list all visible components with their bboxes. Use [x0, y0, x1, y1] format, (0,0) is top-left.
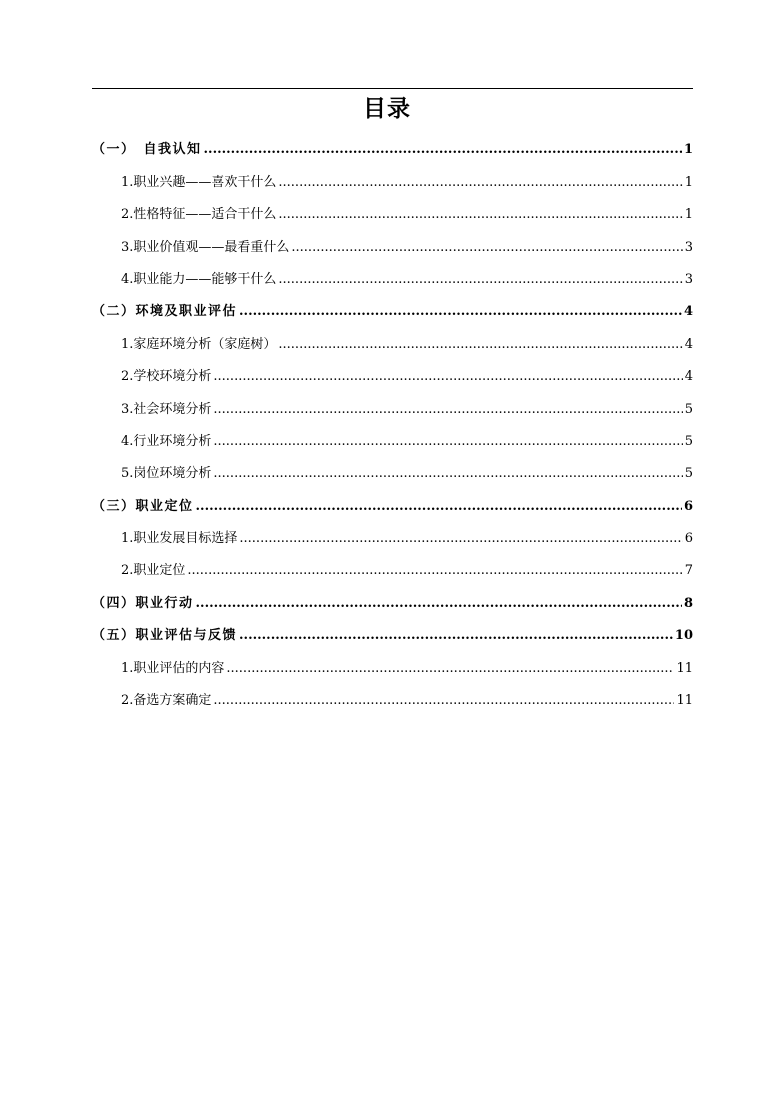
header-rule — [92, 88, 693, 89]
toc-entry-label: 1.职业兴趣——喜欢干什么 — [121, 174, 277, 190]
toc-dot-leader — [204, 142, 682, 157]
toc-page-number: 5 — [684, 433, 693, 449]
toc-dot-leader — [226, 661, 674, 676]
toc-page-number: 1 — [683, 142, 693, 158]
toc-page-number: 7 — [684, 563, 693, 579]
toc-entry-label: 2.性格特征——适合干什么 — [121, 207, 277, 223]
toc-title: 目录 — [363, 95, 411, 122]
toc-page-number: 4 — [684, 336, 693, 352]
toc-dot-leader — [213, 369, 682, 384]
toc-dot-leader — [213, 402, 682, 417]
toc-entry-label: （四）职业行动 — [92, 595, 194, 611]
toc-page-number: 5 — [684, 401, 693, 417]
toc-entry-label: 4.行业环境分析 — [121, 433, 212, 449]
toc-entry-label: （一） 自我认知 — [92, 142, 202, 158]
toc-dot-leader — [278, 272, 682, 287]
toc-entry-label: 1.家庭环境分析（家庭树） — [121, 336, 277, 352]
toc-dot-leader — [278, 337, 682, 352]
toc-page-number: 11 — [676, 693, 693, 709]
toc-subsection-entry[interactable] — [92, 227, 693, 259]
toc-subsection-entry[interactable] — [92, 519, 693, 551]
toc-entry-label: 2.职业定位 — [121, 563, 186, 579]
toc-section-entry[interactable] — [92, 130, 693, 162]
toc-subsection-entry[interactable] — [92, 195, 693, 227]
toc-page-number: 3 — [684, 271, 693, 287]
toc-subsection-entry[interactable] — [92, 551, 693, 583]
toc-dot-leader — [196, 596, 682, 611]
toc-page-number: 10 — [674, 628, 693, 644]
toc-dot-leader — [213, 693, 674, 708]
toc-page-number: 11 — [676, 660, 693, 676]
toc-subsection-entry[interactable] — [92, 324, 693, 356]
toc-page-number: 4 — [684, 369, 693, 385]
toc-entry-label: 2.学校环境分析 — [121, 369, 212, 385]
toc-dot-leader — [239, 304, 682, 319]
toc-section-entry[interactable] — [92, 616, 693, 648]
toc-entry-label: （二）环境及职业评估 — [92, 304, 238, 320]
toc-subsection-entry[interactable] — [92, 454, 693, 486]
toc-dot-leader — [187, 563, 682, 578]
toc-dot-leader — [213, 466, 682, 481]
toc-dot-leader — [239, 628, 673, 643]
toc-dot-leader — [213, 434, 682, 449]
toc-subsection-entry[interactable] — [92, 648, 693, 680]
toc-page-number: 1 — [684, 174, 693, 190]
toc-entry-label: 4.职业能力——能够干什么 — [121, 271, 277, 287]
toc-dot-leader — [291, 240, 682, 255]
toc-page-number: 4 — [683, 304, 693, 320]
toc-subsection-entry[interactable] — [92, 389, 693, 421]
toc-entry-label: 5.岗位环境分析 — [121, 466, 212, 482]
toc-dot-leader — [278, 175, 682, 190]
toc-page-number: 8 — [683, 595, 693, 611]
toc-entry-label: 1.职业评估的内容 — [121, 660, 225, 676]
toc-section-entry[interactable] — [92, 292, 693, 324]
toc-page-number: 1 — [684, 207, 693, 223]
toc-dot-leader — [196, 499, 682, 514]
toc-entry-label: 3.社会环境分析 — [121, 401, 212, 417]
toc-page-number: 6 — [684, 531, 693, 547]
toc-subsection-entry[interactable] — [92, 260, 693, 292]
toc-entry-label: （五）职业评估与反馈 — [92, 628, 238, 644]
toc-entry-label: 1.职业发展目标选择 — [121, 531, 238, 547]
toc-list — [92, 130, 693, 713]
toc-dot-leader — [239, 531, 682, 546]
toc-subsection-entry[interactable] — [92, 422, 693, 454]
toc-section-entry[interactable] — [92, 583, 693, 615]
toc-page-number: 6 — [683, 498, 693, 514]
toc-entry-label: 2.备选方案确定 — [121, 693, 212, 709]
toc-dot-leader — [278, 207, 682, 222]
toc-subsection-entry[interactable] — [92, 162, 693, 194]
toc-section-entry[interactable] — [92, 486, 693, 518]
toc-entry-label: 3.职业价值观——最看重什么 — [121, 239, 290, 255]
toc-subsection-entry[interactable] — [92, 681, 693, 713]
toc-page-number: 3 — [684, 239, 693, 255]
toc-subsection-entry[interactable] — [92, 357, 693, 389]
toc-entry-label: （三）职业定位 — [92, 498, 194, 514]
toc-page-number: 5 — [684, 466, 693, 482]
